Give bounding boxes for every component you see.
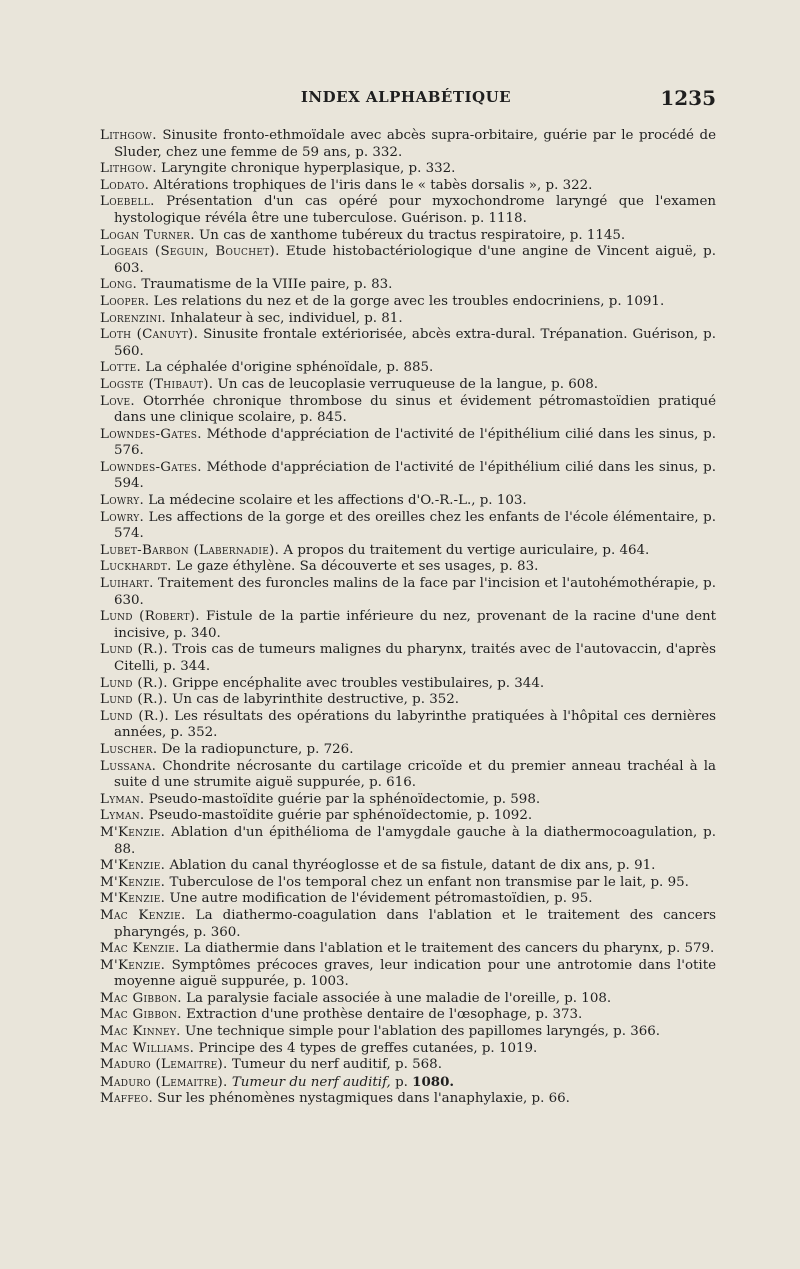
entry-author: M'Kenzie. bbox=[100, 824, 166, 840]
entry-author: Lund (R.). bbox=[100, 675, 168, 691]
entry-author: Lowry. bbox=[100, 493, 145, 509]
index-entry bbox=[100, 692, 716, 709]
entry-text: Une autre modification de l'évidement pétromastoïdien, p. 95. bbox=[165, 891, 593, 907]
entry-text: Un cas de xanthome tubéreux du tractus respiratoire, p. 1145. bbox=[194, 227, 626, 243]
entry-author: Maduro (Lemaitre). bbox=[100, 1074, 228, 1090]
entry-text: Un cas de leucoplasie verruqueuse de la langue, p. 608. bbox=[213, 376, 599, 392]
entry-author: Logan Turner. bbox=[100, 227, 195, 243]
entry-author: Lorenzini. bbox=[100, 310, 166, 326]
entry-author: Lowndes-Gates. bbox=[100, 426, 202, 442]
index-entry bbox=[100, 360, 716, 377]
index-entry bbox=[100, 759, 716, 792]
index-entries bbox=[100, 128, 716, 1108]
entry-text: Pseudo-mastoïdite guérie par sphénoïdectomie, p. 1092. bbox=[144, 808, 533, 824]
index-entry bbox=[100, 327, 716, 360]
index-entry bbox=[100, 1007, 716, 1024]
entry-text: Trois cas de tumeurs malignes du pharynx, traités avec de l'autovaccin, d'après Citelli, p. 344. bbox=[114, 642, 716, 674]
entry-author: Lodato. bbox=[100, 177, 150, 193]
entry-text: Un cas de labyrinthite destructive, p. 352. bbox=[167, 692, 460, 708]
entry-author: Lund (R.). bbox=[100, 708, 169, 724]
entry-author: M'Kenzie. bbox=[100, 874, 166, 890]
index-entry bbox=[100, 1074, 716, 1092]
entry-author: Mac Kinney. bbox=[100, 1024, 181, 1040]
entry-text: Une technique simple pour l'ablation des papillomes laryngés, p. 366. bbox=[180, 1024, 661, 1040]
index-entry bbox=[100, 311, 716, 328]
index-entry bbox=[100, 493, 716, 510]
entry-text: Ablation du canal thyréoglosse et de sa fistule, datant de dix ans, p. 91. bbox=[165, 858, 656, 874]
entry-author: Logste (Thibaut). bbox=[100, 376, 214, 392]
index-entry bbox=[100, 1091, 716, 1108]
entry-author: Lyman. bbox=[100, 808, 145, 824]
entry-text: Etude histobactériologique d'une angine de Vincent aiguë, p. 603. bbox=[114, 244, 716, 276]
entry-text: Les relations du nez et de la gorge avec les troubles endocriniens, p. 1091. bbox=[149, 293, 665, 309]
entry-author: Mac Gibbon. bbox=[100, 1007, 182, 1023]
entry-text: p. bbox=[390, 1074, 413, 1090]
index-entry bbox=[100, 808, 716, 825]
entry-text: Méthode d'appréciation de l'activité de l'épithélium cilié dans les sinus, p. 594. bbox=[114, 459, 716, 492]
index-entry bbox=[100, 559, 716, 576]
entry-author: Lund (R.). bbox=[100, 692, 168, 708]
entry-author: Mac Kenzie. bbox=[100, 907, 186, 923]
entry-author: M'Kenzie. bbox=[100, 858, 166, 874]
index-entry bbox=[100, 991, 716, 1008]
entry-author: Long. bbox=[100, 277, 138, 293]
index-entry bbox=[100, 891, 716, 908]
entry-text: Otorrhée chronique thrombose du sinus et évidement pétromastoïdien pratiqué dans une clinique scolaire, p. 845. bbox=[114, 393, 716, 426]
entry-text: Pseudo-mastoïdite guérie par la sphénoïdectomie, p. 598. bbox=[144, 791, 541, 807]
entry-text: Méthode d'appréciation de l'activité de l'épithélium cilié dans les sinus, p. 576. bbox=[114, 426, 716, 459]
entry-author: Maduro (Lemaitre). bbox=[100, 1057, 228, 1073]
entry-author: Mac Kenzie. bbox=[100, 941, 180, 957]
entry-text: Traitement des furoncles malins de la face par l'incision et l'autohémothérapie, p. 630. bbox=[114, 576, 716, 608]
index-entry bbox=[100, 676, 716, 693]
entry-text: Ablation d'un épithélioma de l'amygdale gauche à la diathermocoagulation, p. 88. bbox=[114, 824, 716, 857]
entry-text: Grippe encéphalite avec troubles vestibulaires, p. 344. bbox=[167, 675, 545, 691]
entry-text: De la radiopuncture, p. 726. bbox=[157, 741, 354, 757]
index-entry bbox=[100, 543, 716, 560]
index-entry bbox=[100, 128, 716, 161]
index-entry bbox=[100, 825, 716, 858]
entry-text: Tumeur du nerf auditif, p. 568. bbox=[227, 1057, 442, 1073]
entry-author: Lithgow. bbox=[100, 161, 157, 177]
entry-text: Fistule de la partie inférieure du nez, provenant de la racine d'une dent incisive, p. 340. bbox=[114, 609, 716, 641]
entry-author: Love. bbox=[100, 393, 135, 409]
page-number: 1235 bbox=[660, 86, 716, 110]
index-entry bbox=[100, 244, 716, 277]
index-entry bbox=[100, 427, 716, 460]
entry-italic-title: Tumeur du nerf auditif, bbox=[227, 1074, 391, 1090]
entry-text: Sur les phénomènes nystagmiques dans l'anaphylaxie, p. 66. bbox=[153, 1091, 570, 1107]
index-entry bbox=[100, 394, 716, 427]
index-entry bbox=[100, 294, 716, 311]
entry-text: Tuberculose de l'os temporal chez un enfant non transmise par le lait, p. 95. bbox=[165, 874, 689, 890]
entry-author: Lyman. bbox=[100, 791, 145, 807]
entry-author: Logeais (Seguin, Bouchet). bbox=[100, 244, 280, 260]
entry-text: La diathermo-coagulation dans l'ablation et le traitement des cancers pharyngés, p. 360. bbox=[114, 907, 716, 940]
entry-author: Loth (Canuyt). bbox=[100, 327, 199, 343]
index-entry bbox=[100, 161, 716, 178]
entry-text: Altérations trophiques de l'iris dans le « tabès dorsalis », p. 322. bbox=[149, 177, 593, 193]
entry-author: Luscher. bbox=[100, 741, 158, 757]
entry-text: Principe des 4 types de greffes cutanées, p. 1019. bbox=[194, 1040, 538, 1056]
entry-author: Lowndes-Gates. bbox=[100, 459, 202, 475]
entry-author: Lithgow. bbox=[100, 128, 157, 143]
entry-author: Mac Gibbon. bbox=[100, 990, 182, 1006]
entry-text: Les résultats des opérations du labyrinthe pratiquées à l'hôpital ces dernières années, p. 352. bbox=[114, 708, 716, 741]
index-entry bbox=[100, 576, 716, 609]
entry-author: Lotte. bbox=[100, 360, 142, 376]
entry-text: La médecine scolaire et les affections d'O.-R.-L., p. 103. bbox=[144, 493, 527, 509]
index-entry bbox=[100, 178, 716, 195]
entry-text: Présentation d'un cas opéré pour myxochondrome laryngé que l'examen hystologique révéla être une tuberculose. Guérison. p. 1118. bbox=[114, 194, 716, 226]
entry-author: Lubet-Barbon (Labernadie). bbox=[100, 542, 280, 558]
index-entry bbox=[100, 377, 716, 394]
entry-author: Lund (Robert). bbox=[100, 609, 200, 625]
entry-text: Symptômes précoces graves, leur indication pour une antrotomie dans l'otite moyenne aiguë suppurée, p. 1003. bbox=[114, 957, 716, 990]
entry-text: Le gaze éthylène. Sa découverte et ses usages, p. 83. bbox=[171, 559, 539, 575]
entry-author: Maffeo. bbox=[100, 1091, 154, 1107]
entry-text: Sinusite fronto-ethmoïdale avec abcès supra-orbitaire, guérie par le procédé de Sluder, chez une femme de 59 ans, p. 332. bbox=[114, 128, 716, 160]
entry-text: Laryngite chronique hyperplasique, p. 332. bbox=[156, 161, 456, 177]
index-entry bbox=[100, 792, 716, 809]
entry-text: La céphalée d'origine sphénoïdale, p. 885. bbox=[141, 360, 434, 376]
entry-text: Sinusite frontale extériorisée, abcès extra-dural. Trépanation. Guérison, p. 560. bbox=[114, 327, 716, 359]
index-entry bbox=[100, 1041, 716, 1058]
entry-author: Lussana. bbox=[100, 758, 157, 774]
entry-author: Lowry. bbox=[100, 509, 145, 525]
entry-text: A propos du traitement du vertige auriculaire, p. 464. bbox=[279, 542, 650, 558]
index-entry bbox=[100, 642, 716, 675]
entry-author: M'Kenzie. bbox=[100, 891, 166, 907]
page-header bbox=[96, 86, 716, 112]
index-entry bbox=[100, 277, 716, 294]
index-entry bbox=[100, 194, 716, 227]
entry-author: Luihart. bbox=[100, 576, 154, 592]
entry-author: Loebell. bbox=[100, 194, 155, 210]
entry-text: Inhalateur à sec, individuel, p. 81. bbox=[166, 310, 403, 326]
entry-text: Les affections de la gorge et des oreilles chez les enfants de l'école élémentaire, p. 574. bbox=[114, 509, 716, 542]
entry-author: Luckhardt. bbox=[100, 559, 172, 575]
index-entry bbox=[100, 958, 716, 991]
index-entry bbox=[100, 875, 716, 892]
index-entry bbox=[100, 742, 716, 759]
index-entry bbox=[100, 1024, 716, 1041]
entry-author: Lund (R.). bbox=[100, 642, 168, 658]
entry-author: Mac Williams. bbox=[100, 1040, 195, 1056]
index-entry bbox=[100, 1057, 716, 1074]
index-entry bbox=[100, 228, 716, 245]
entry-text: Traumatisme de la VIIIe paire, p. 83. bbox=[137, 277, 393, 293]
entry-text: Chondrite nécrosante du cartilage cricoïde et du premier anneau trachéal à la suite d une strumite aiguë suppurée, p. 616. bbox=[114, 758, 716, 791]
entry-text: La paralysie faciale associée à une maladie de l'oreille, p. 108. bbox=[181, 990, 612, 1006]
index-entry bbox=[100, 908, 716, 941]
entry-author: M'Kenzie. bbox=[100, 957, 166, 973]
index-entry bbox=[100, 510, 716, 543]
entry-author: Looper. bbox=[100, 293, 150, 309]
index-entry bbox=[100, 709, 716, 742]
entry-text: Extraction d'une prothèse dentaire de l'œsophage, p. 373. bbox=[181, 1007, 583, 1023]
index-entry bbox=[100, 609, 716, 642]
index-entry bbox=[100, 858, 716, 875]
page-title: INDEX ALPHABÉTIQUE bbox=[300, 88, 512, 106]
entry-bold-page: 1080. bbox=[412, 1073, 455, 1090]
index-entry bbox=[100, 460, 716, 493]
index-entry bbox=[100, 941, 716, 958]
entry-text: La diathermie dans l'ablation et le traitement des cancers du pharynx, p. 579. bbox=[179, 941, 715, 957]
